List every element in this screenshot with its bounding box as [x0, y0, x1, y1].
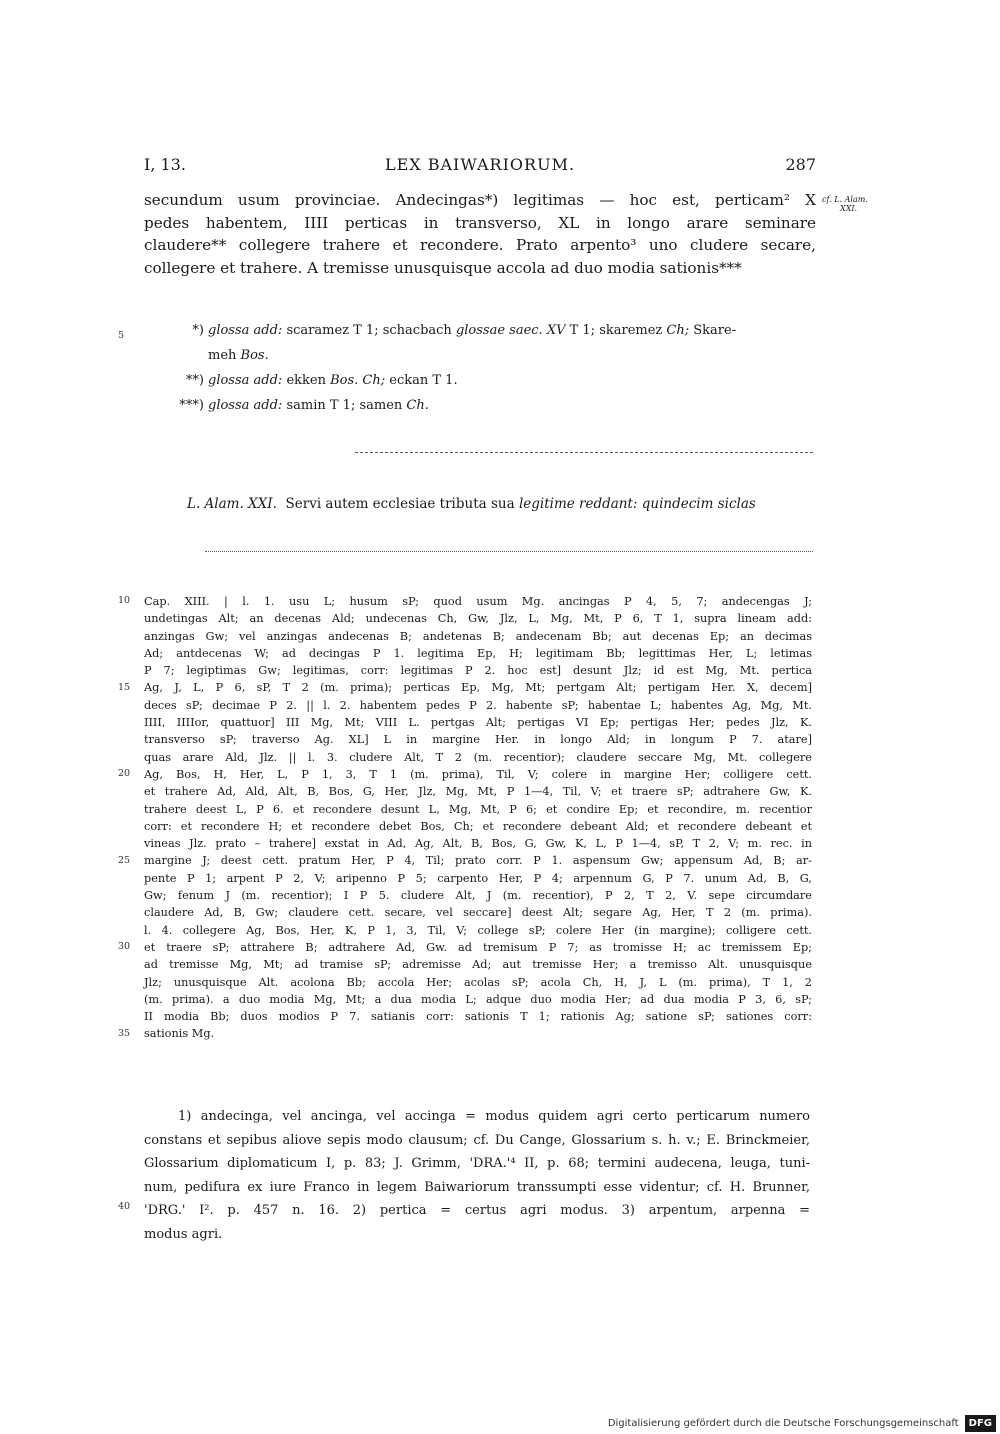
apparatus-line: P 7; legiptimas Gw; legitimas, corr: legitimas P 2. hoc est] desunt Jlz; id est Mg, Mt. pertica — [144, 664, 812, 678]
apparatus-line: anzingas Gw; vel anzingas andecenas B; andetenas B; andecenam Bb; aut decenas Ep; an decimas — [144, 629, 812, 643]
apparatus-line: l. 4. collegere Ag, Bos, Her, K, P 1, 3, Til, V; collegе sP; colere Her (in margine); colligere cett. — [144, 923, 812, 937]
dfg-logo: DFG — [965, 1415, 996, 1432]
page-header — [144, 155, 816, 179]
margin-line-number: 10 — [118, 595, 131, 606]
apparatus-line: trahere deest L, P 6. et recondere desunt L, Mg, Mt, P 6; et condire Ep; et recondire, m. recentior — [144, 802, 812, 816]
critical-apparatus — [144, 593, 812, 1043]
footnote-line: modus agri. — [144, 1226, 223, 1242]
margin-line-number: 5 — [118, 330, 125, 341]
side-note — [822, 195, 868, 213]
main-line: collegere et trahere. A tremisse unusquisque accola ad duo modia sationis*** — [144, 258, 742, 277]
gloss-note: meh Bos. — [208, 348, 269, 363]
apparatus-line: Ad; antdecenas W; ad decingas P 1. legitima Ep, H; legitimam Bb; legittimas Her, L; letimas — [144, 646, 812, 660]
apparatus-line: quas arare Ald, Jlz. || l. 3. cludere Alt, T 2 (m. recentior); claudere seccare Mg, Mt. collegere — [144, 750, 812, 764]
apparatus-line: Jlz; unusquisque Alt. acolona Bb; accola Her; acolas sP; acola Ch, H, J, L (m. prima), T 1, 2 — [144, 975, 812, 989]
gloss-note: **) glossa add: ekken Bos. Ch; eckan T 1. — [185, 373, 458, 388]
divider-rule — [205, 551, 813, 552]
side-note-line: XXI. — [840, 204, 858, 213]
apparatus-line: Ag, J, L, P 6, sP, T 2 (m. prima); perticas Ep, Mg, Mt; pertgam Alt; pertigam Her. X, decem] — [144, 681, 812, 695]
footnote-line: Glossarium diplomaticum I, p. 83; J. Grimm, 'DRA.'⁴ II, p. 68; termini audecena, leuga, tuni- — [144, 1156, 810, 1171]
page-number: 287 — [785, 155, 816, 174]
margin-line-number: 35 — [118, 1027, 131, 1039]
apparatus-line: et traere sP; attrahere B; adtrahere Ad, Gw. ad tremisum P 7; as tromisse H; ac tremissem Ep; — [144, 940, 812, 954]
footnote-line: constans et sepibus aliove sepis modo clausum; cf. Du Cange, Glossarium s. h. v.; E. Brinckmeier, — [144, 1132, 810, 1148]
gloss-note: ***) glossa add: samin T 1; samen Ch. — [179, 398, 429, 413]
running-title: LEX BAIWARIORUM. — [384, 155, 576, 174]
main-line: pedes habentem, IIII perticas in transverso, XL in longo arare seminare — [144, 213, 816, 232]
apparatus-line: pente P 1; arpent P 2, V; aripenno P 5; carpento Her, P 4; arpennum G, P 7. unum Ad, B, G, — [144, 871, 812, 885]
apparatus-line: corr: et recondere H; et recondere debet Bos, Ch; et recondere debeant Ald; et recondere debeant et — [144, 819, 812, 833]
footnote-line: 1) andecinga, vel ancinga, vel accinga = modus quidem agri certo perticarum numero — [178, 1109, 810, 1124]
divider-rule — [355, 452, 813, 453]
chapter-ref: I, 13. — [144, 155, 186, 174]
apparatus-line: IIII, IIIIor, quattuor] III Mg, Mt; VIII L. pertgas Alt; pertigas VI Ep; pertigas Her; pedes Jlz, K. — [144, 716, 812, 730]
side-note-line: cf. L. Alam. — [822, 195, 868, 204]
apparatus-line: ad tremisse Mg, Mt; ad tramise sP; adremisse Ad; aut tremisse Her; a tremisso Alt. unusquisque — [144, 958, 812, 972]
footnote-line: num, pedifura ex iure Franco in legem Baiwariorum transsumpti esse videntur; cf. H. Brunner, — [144, 1179, 810, 1195]
apparatus-line: undetingas Alt; an decenas Ald; undecenas Ch, Gw, Jlz, L, Mg, Mt, P 6, T 1, supra lineam add: — [144, 612, 812, 626]
apparatus-line: deces sP; decimae P 2. || l. 2. habentem pedes P 2. habente sP; habentae L; habentes Ag, Mg, Mt. — [144, 698, 812, 712]
margin-line-number: 30 — [118, 941, 131, 952]
footer-label: Digitalisierung gefördert durch die Deutsche Forschungsgemeinschaft — [607, 1417, 959, 1429]
apparatus-line: Cap. XIII. | l. 1. usu L; husum sP; quod usum Mg. ancingas P 4, 5, 7; andecengas J; — [144, 595, 812, 608]
gloss-notes — [150, 318, 814, 418]
parallel-text: L. Alam. XXI. Servi autem ecclesiae tributa sua legitime reddant: quindecim siclas — [187, 496, 756, 512]
apparatus-line: et trahere Ad, Ald, Alt, B, Bos, G, Her, Jlz, Mg, Mt, P 1—4, Til, V; et traere sP; adtrahere Gw, K. — [144, 785, 812, 799]
apparatus-line: Ag, Bos, H, Her, L, P 1, 3, T 1 (m. prima), Til, V; colere in margine Her; colligere cett. — [144, 767, 812, 781]
apparatus-line: vineas Jlz. prato – trahere] exstat in Ad, Ag, Alt, B, Bos, G, Gw, K, L, P 1—4, sP, T 2, V; m. rec. in — [144, 837, 812, 851]
apparatus-line: margine J; deest cett. pratum Her, P 4, Til; prato corr. P 1. aspensum Gw; appensum Ad, B; ar- — [144, 854, 812, 868]
footnotes — [144, 1105, 810, 1246]
main-text — [144, 189, 816, 279]
apparatus-line: sationis Mg. — [144, 1027, 215, 1041]
apparatus-line: transverso sP; traverso Ag. XL] L in margine Her. in longo Ald; in longum P 7. atare] — [144, 733, 812, 747]
margin-line-number: 15 — [118, 681, 131, 693]
apparatus-line: II modia Bb; duos modios P 7. satianis corr: sationis T 1; rationis Ag; satione sP; sationes corr: — [144, 1010, 812, 1024]
apparatus-line: Gw; fenum J (m. recentior); I P 5. cludere Alt, J (m. recentior), P 2, T 2, V. sepe circumdare — [144, 889, 812, 903]
apparatus-line: claudere Ad, B, Gw; claudere cett. secare, vel seccare] deest Alt; segare Ag, Her, T 2 (m. prima). — [144, 906, 812, 920]
margin-line-number: 20 — [118, 768, 131, 779]
main-line: secundum usum provinciae. Andecingas*) legitimas — hoc est, perticam² X — [144, 191, 816, 209]
gloss-note: *) glossa add: scaramez T 1; schacbach glossae saec. XV T 1; skaremez Ch; Skare- — [192, 323, 737, 338]
main-line: claudere** collegere trahere et recondere. Prato arpento³ uno cludere secare, — [144, 236, 816, 254]
footer-credit — [608, 1412, 1000, 1434]
footnote-line: 'DRG.' I². p. 457 n. 16. 2) pertica = certus agri modus. 3) arpentum, arpenna = — [144, 1203, 810, 1218]
margin-line-number: 40 — [118, 1201, 131, 1212]
margin-line-number: 25 — [118, 854, 131, 866]
apparatus-line: (m. prima). a duo modia Mg, Mt; a dua modia L; adque duo modia Her; ad dua modia P 3, 6, sP; — [144, 992, 812, 1006]
